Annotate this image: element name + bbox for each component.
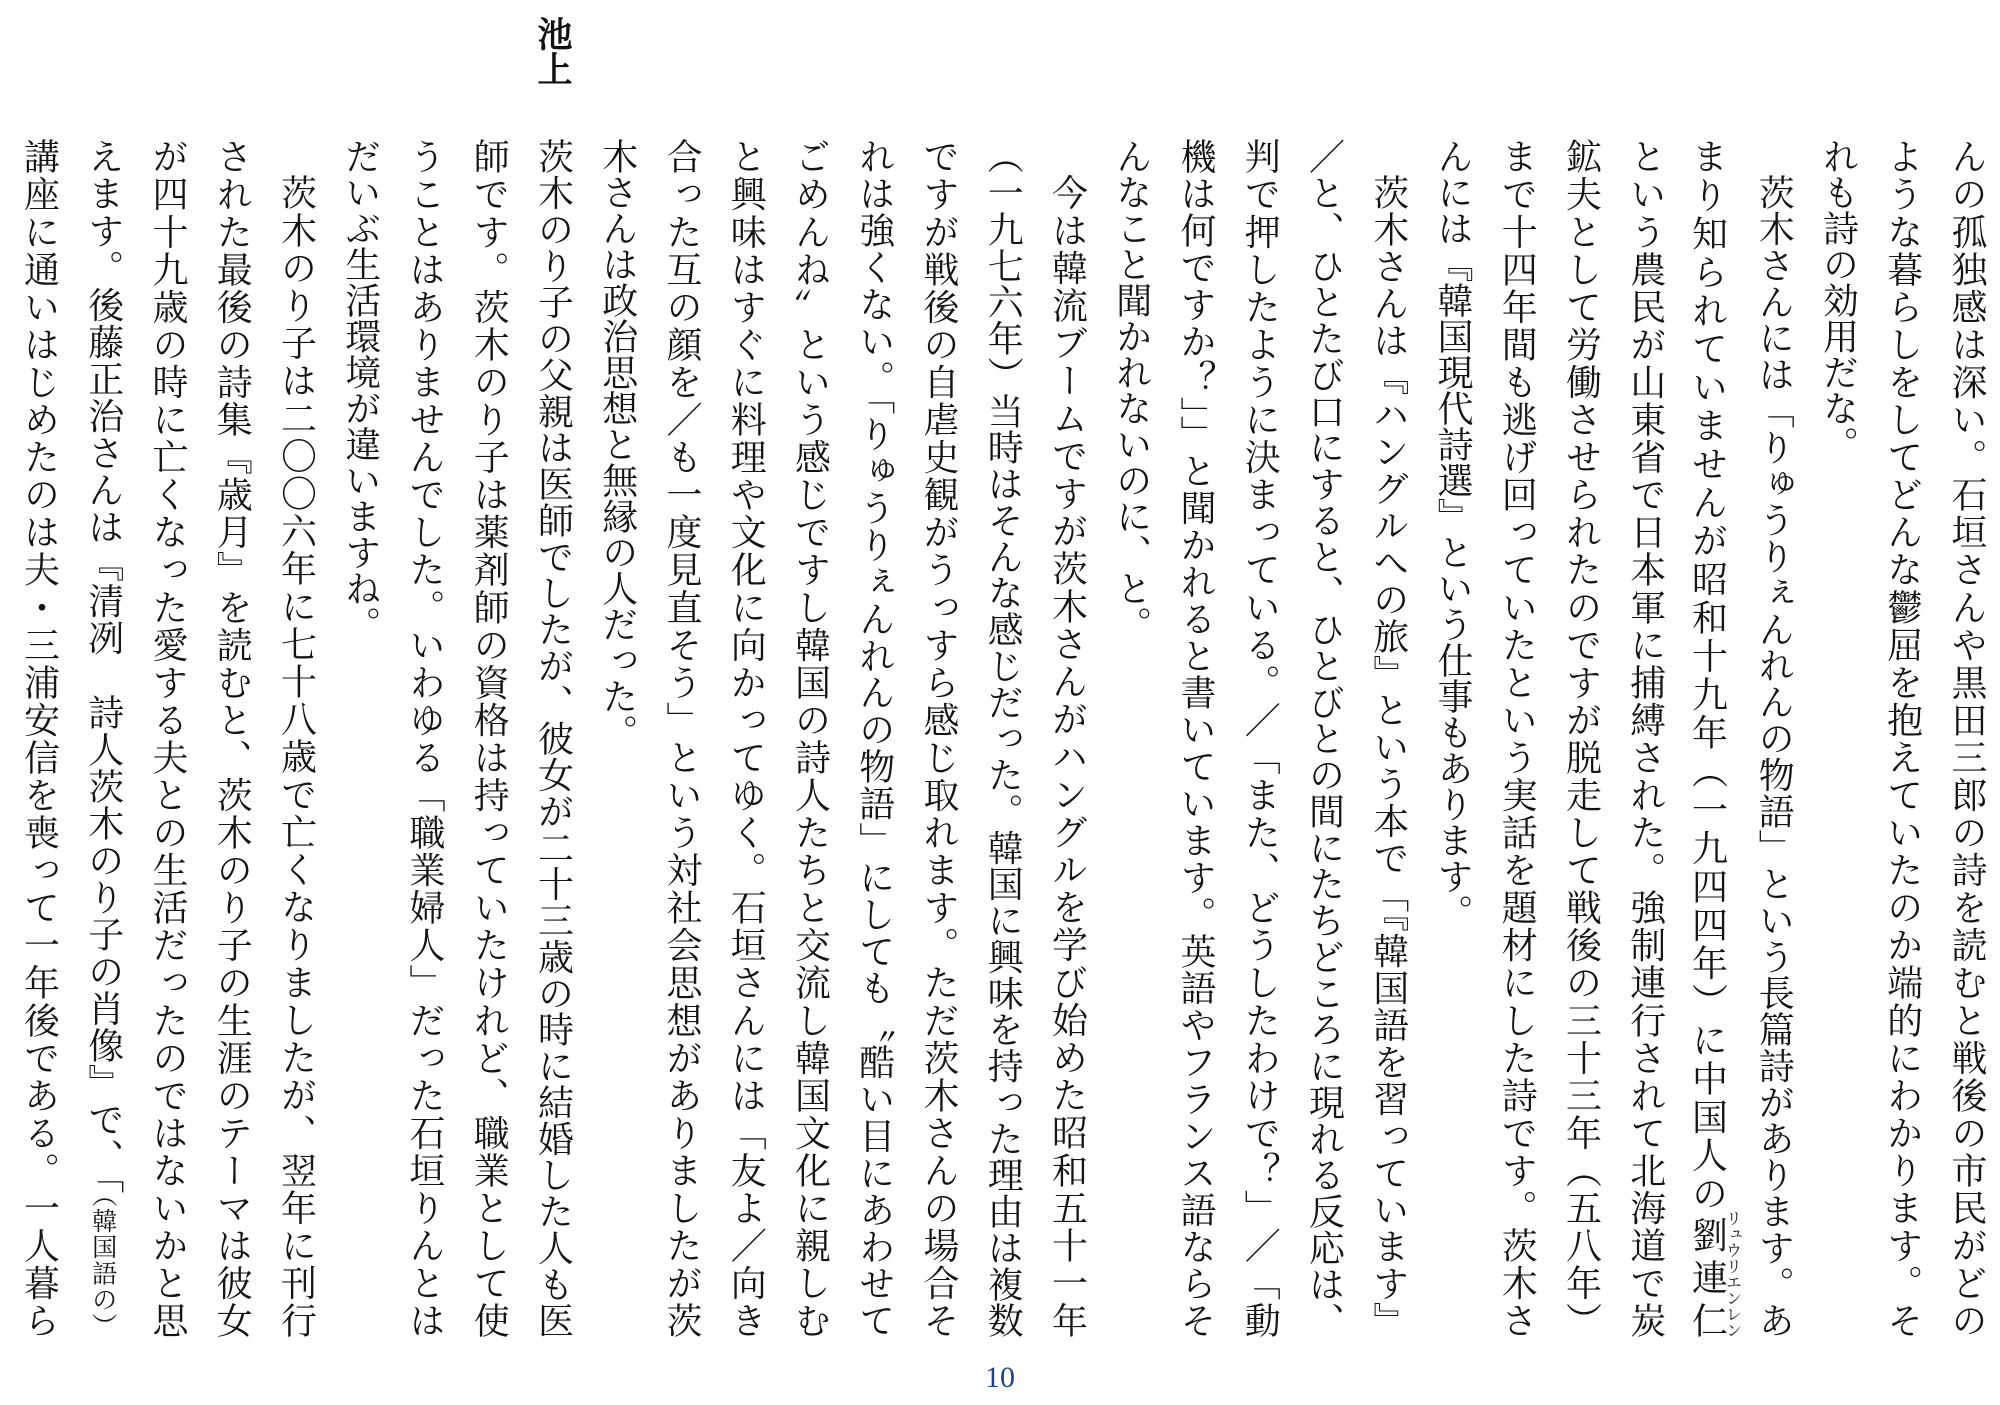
text-column: だいぶ生活環境が違いますね。 <box>339 138 381 642</box>
text-column <box>1677 138 1741 1338</box>
text-column: が四十九歳の時に亡くなった愛する夫との生活だったのではないかと思 <box>147 138 188 1338</box>
text-column: 木さんは政治思想と無縁の人だった。 <box>596 138 638 750</box>
text-column-segment: えます。後藤正治さんは『清冽 詩人茨木のり子の肖像』で、「 <box>82 138 124 1195</box>
text-column: された最後の詩集『歳月』を読むと、茨木のり子の生涯のテーマは彼女 <box>211 138 253 1339</box>
text-column: 師です。茨木のり子は薬剤師の資格は持っていたけれど、職業として使 <box>468 138 510 1338</box>
text-column: 合った互の顔を／も一度見直そう」という対社会思想がありましたが茨 <box>661 138 702 1338</box>
text-column: と興味はすぐに料理や文化に向かってゆく。石垣さんには「友よ／向き <box>725 138 767 1338</box>
speaker-label: 池上 <box>532 16 573 86</box>
text-column: という農民が山東省で日本軍に捕縛された。強制連行されて北海道で炭 <box>1624 138 1666 1338</box>
ruby-base: 劉連仁 <box>1686 1210 1728 1338</box>
text-column: んには『韓国現代詩選』という仕事もあります。 <box>1432 138 1473 930</box>
text-column: 今は韓流ブームですが茨木さんがハングルを学び始めた昭和五十一年 <box>1046 174 1088 1338</box>
ruby-annotated-name <box>1686 1210 1743 1338</box>
text-column: 判で押したように決まっている。／「また、どうしたわけで？」／「動 <box>1239 138 1281 1338</box>
text-column: ですが戦後の自虐史観がうっすら感じ取れます。ただ茨木さんの場合そ <box>918 138 959 1338</box>
parenthetical-note: （韓国語の） <box>88 1194 118 1338</box>
text-column: 茨木のり子は二〇〇六年に七十八歳で亡くなりましたが、翌年に刊行 <box>275 174 317 1338</box>
text-column: んなこと聞かれないのに、と。 <box>1110 138 1152 642</box>
text-column: ごめんね〟という感じですし韓国の詩人たちと交流し韓国文化に親しむ <box>789 138 831 1338</box>
text-column: れも詩の効用だな。 <box>1817 138 1859 462</box>
text-column: 茨木のり子の父親は医師でしたが、彼女が二十三歳の時に結婚した人も医 <box>532 138 574 1338</box>
text-column: 講座に通いはじめたのは夫・三浦安信を喪って一年後である。一人暮ら <box>18 138 60 1338</box>
text-column: 機は何ですか？」」と聞かれると書いています。英語やフランス語ならそ <box>1175 138 1216 1338</box>
text-column: ような暮らしをしてどんな鬱屈を抱えていたのか端的にわかります。そ <box>1881 138 1923 1338</box>
text-column: 茨木さんは『ハングルへの旅』という本で「『韓国語を習っています』 <box>1367 174 1409 1338</box>
text-column <box>71 138 135 1338</box>
text-column: んの孤独感は深い。石垣さんや黒田三郎の詩を読むと戦後の市民がどの <box>1946 138 1987 1338</box>
text-column: （一九七六年）当時はそんな感じだった。韓国に興味を持った理由は複数 <box>982 138 1024 1338</box>
text-column: 鉱夫として労働させられたのですが脱走して戦後の三十三年（五八年） <box>1560 138 1602 1339</box>
ruby-reading: リュウリエンレン <box>1723 1210 1743 1338</box>
page-number: 10 <box>985 1361 1015 1394</box>
text-column: れは強くない。「りゅうりぇんれんの物語」にしても〝酷い目にあわせて <box>853 138 895 1338</box>
text-column: 茨木さんには「りゅうりぇんれんの物語」という長篇詩があります。あ <box>1753 174 1795 1338</box>
text-column: まで十四年間も逃げ回っていたという実話を題材にした詩です。茨木さ <box>1496 138 1538 1338</box>
text-column: ／と、ひとたび口にすると、ひとびとの間にたちどころに現れる反応は、 <box>1303 138 1345 1338</box>
body-text <box>6 138 1998 1338</box>
text-column-segment: まり知られていませんが昭和十九年（一九四四年）に中国人の <box>1686 138 1728 1214</box>
text-column: うことはありませんでした。いわゆる「職業婦人」だった石垣りんとは <box>404 138 445 1338</box>
